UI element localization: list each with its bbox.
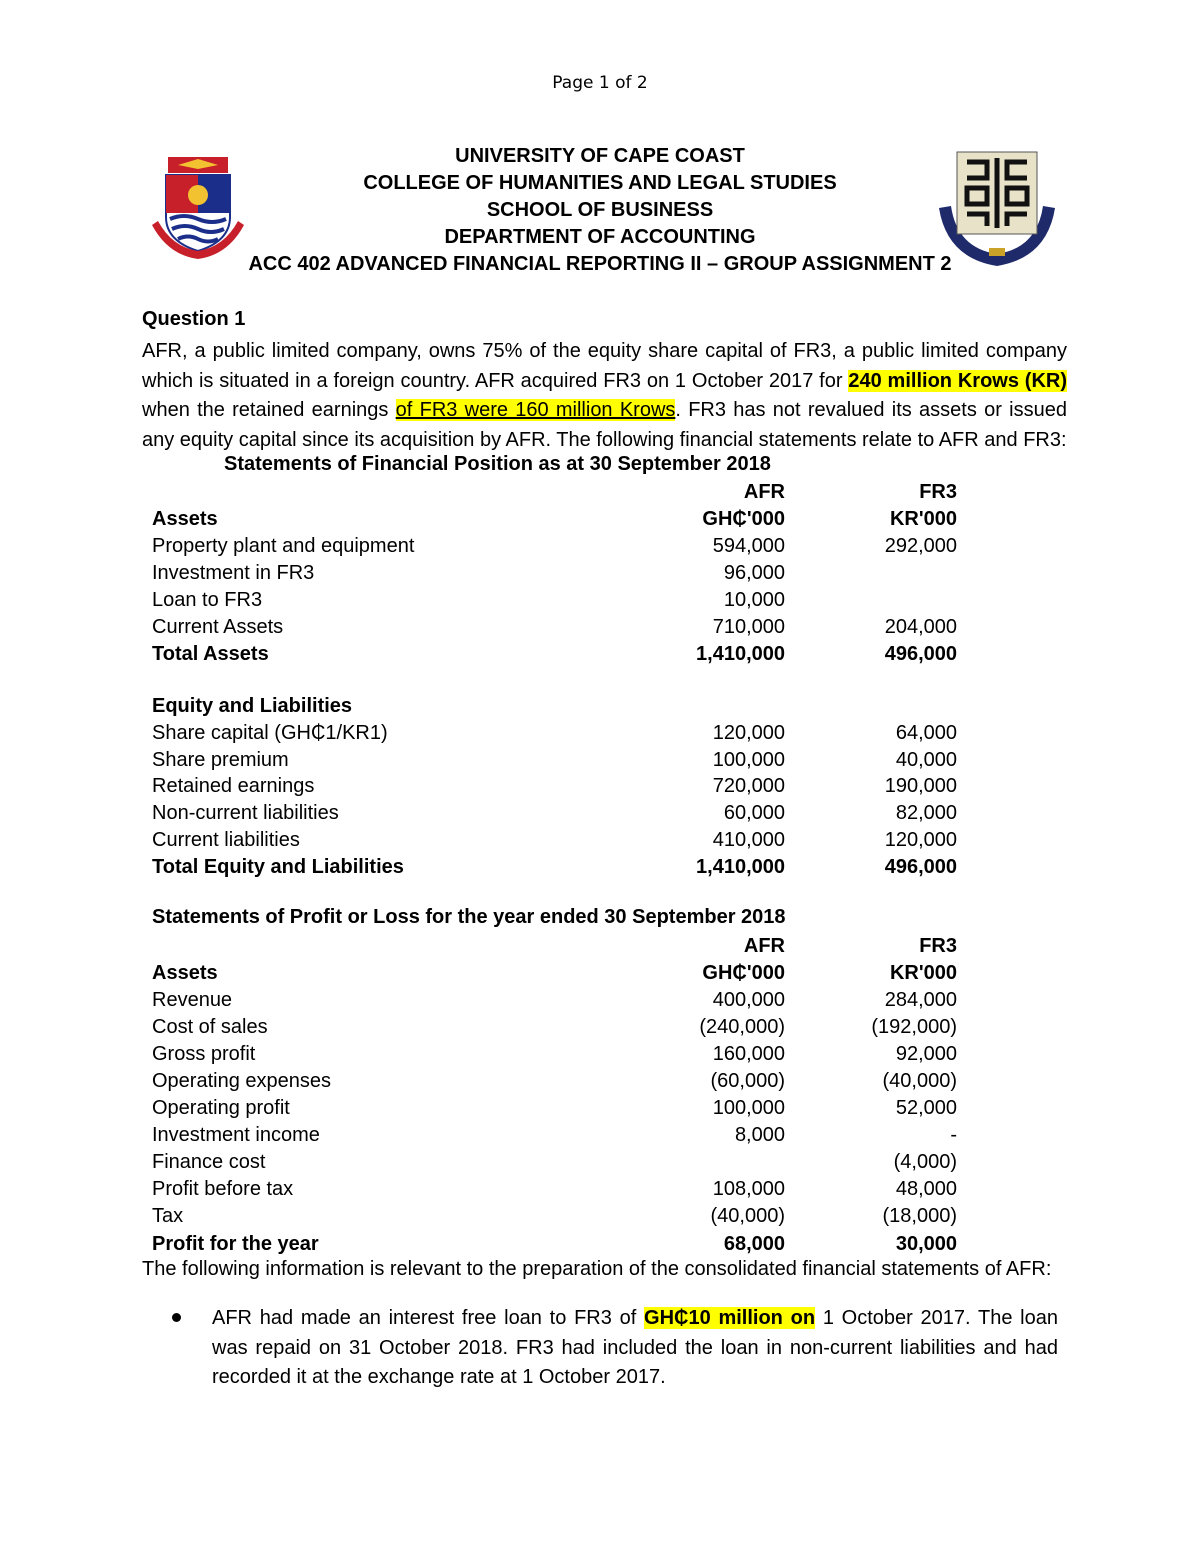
page-number: Page 1 of 2 — [552, 73, 648, 93]
table-row: Finance cost (4,000) — [152, 1151, 957, 1173]
bullet-item: AFR had made an interest free loan to FR3 of GH₵10 million on 1 October 2017. The loan was repaid on 31 October 2018. FR3 had included the loan in non-current liabilities and had recorded it at the exchange rate at 1 October 2017. — [212, 1307, 1058, 1388]
table-row: Cost of sales (240,000) (192,000) — [152, 1016, 957, 1038]
sopl-assets-header: Assets GH₵'000 KR'000 — [152, 962, 957, 984]
header-department: DEPARTMENT OF ACCOUNTING — [444, 226, 756, 248]
table-row: Current liabilities 410,000 120,000 — [152, 829, 957, 851]
header-college: COLLEGE OF HUMANITIES AND LEGAL STUDIES — [363, 172, 837, 194]
sopl-column-headers: AFR FR3 — [743, 935, 957, 957]
table-row: Operating profit 100,000 52,000 — [152, 1097, 957, 1119]
highlight-loan-amount: GH₵10 million on — [644, 1307, 816, 1329]
total-assets-row: Total Assets 1,410,000 496,000 — [152, 643, 957, 665]
question-paragraph — [142, 337, 1067, 455]
total-equity-liabilities-row: Total Equity and Liabilities 1,410,000 496,000 — [152, 856, 957, 878]
question-text-2: when the retained earnings — [142, 399, 396, 421]
profit-for-year-row: Profit for the year 68,000 30,000 — [152, 1233, 957, 1255]
table-row: Revenue 400,000 284,000 — [152, 989, 957, 1011]
header-university: UNIVERSITY OF CAPE COAST — [455, 145, 745, 167]
bullet-icon — [172, 1313, 181, 1322]
question-title: Question 1 — [142, 308, 246, 330]
info-line: The following information is relevant to the preparation of the consolidated financial statements of AFR: — [142, 1258, 1052, 1280]
table-row: Share premium 100,000 40,000 — [152, 749, 957, 771]
table-row: Non-current liabilities 60,000 82,000 — [152, 802, 957, 824]
highlight-purchase-price: 240 million Krows (KR) — [848, 369, 1068, 392]
sofp-column-headers — [152, 479, 957, 506]
table-row: Tax (40,000) (18,000) — [152, 1205, 957, 1227]
table-row: Property plant and equipment 594,000 292,000 — [152, 535, 957, 557]
header-school: SCHOOL OF BUSINESS — [486, 199, 714, 221]
table-row: Operating expenses (60,000) (40,000) — [152, 1070, 957, 1092]
table-row: Gross profit 160,000 92,000 — [152, 1043, 957, 1065]
table-row: Retained earnings 720,000 190,000 — [152, 775, 957, 797]
question-text-3: . FR3 has not revalued its assets or issued any equity capital since its acquisition by AFR. The following financial statements relate to AFR and FR3: — [142, 399, 1067, 451]
table-row: Current Assets 710,000 204,000 — [152, 616, 957, 638]
header-course: ACC 402 ADVANCED FINANCIAL REPORTING II – GROUP ASSIGNMENT 2 — [248, 253, 952, 275]
table-row: Profit before tax 108,000 48,000 — [152, 1178, 957, 1200]
document-header — [0, 143, 1200, 278]
table-row: Loan to FR3 10,000 — [152, 589, 785, 611]
question-text-1: AFR, a public limited company, owns 75% of the equity share capital of FR3, a public limited company which is situated in a foreign country. AFR acquired FR3 on 1 October 2017 for — [142, 340, 1067, 392]
table-row: Investment in FR3 96,000 — [152, 562, 785, 584]
table-row: Share capital (GH₵1/KR1) 120,000 64,000 — [152, 722, 957, 744]
table-row: Investment income 8,000 - — [152, 1124, 957, 1146]
equity-liabilities-header: Equity and Liabilities — [152, 695, 353, 717]
col-afr: AFR — [743, 481, 785, 503]
sofp-assets-header: Assets GH₵'000 KR'000 — [152, 508, 957, 530]
sopl-title: Statements of Profit or Loss for the year ended 30 September 2018 — [152, 906, 786, 928]
col-fr3: FR3 — [919, 481, 957, 503]
highlight-retained-earnings: of FR3 were 160 million Krows — [395, 399, 676, 421]
sofp-title: Statements of Financial Position as at 30 September 2018 — [224, 453, 771, 475]
